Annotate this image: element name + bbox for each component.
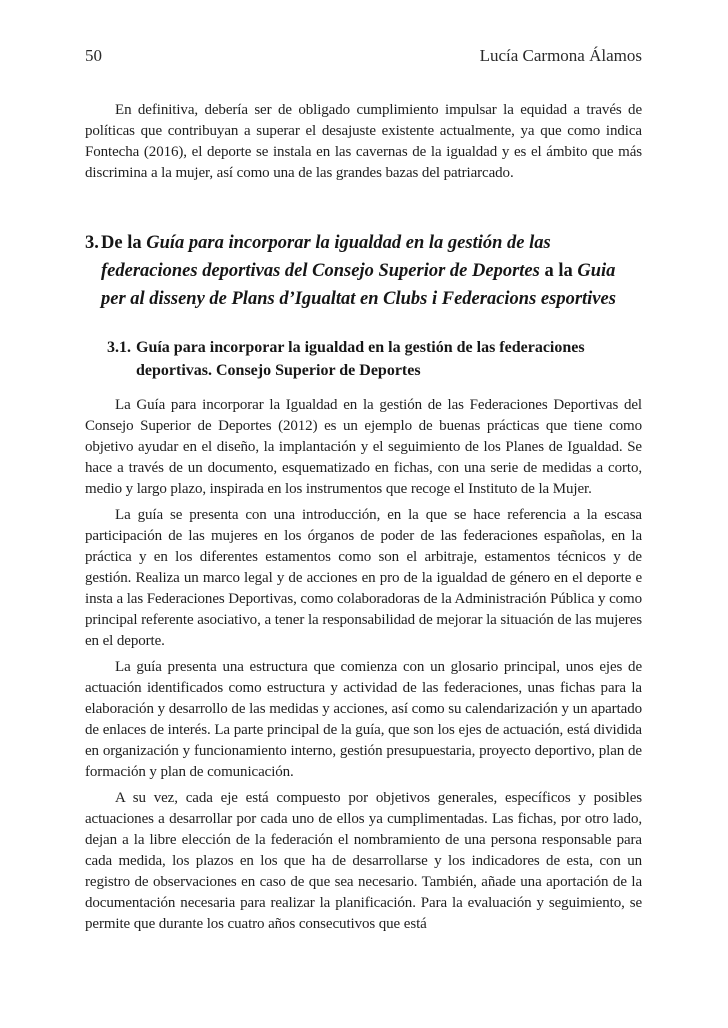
body-paragraph-2: La guía se presenta con una introducción, en la que se hace referencia a la escasa participación de las mujeres en los órganos de poder de las federaciones españolas, en la práctica y en los diferentes estamentos como son el arbitraje, estamentos técnicos y de gestión. Realiza un marco legal y de acciones en pro de la igualdad de género en el deporte e insta a las Federaciones Deportivas, como colaboradoras de la Administración Pública y como principal referente asociativo, a tener la responsabilidad de mejorar la situación de las mujeres en el deporte. <box>85 507 642 649</box>
section-number: 3. <box>85 233 99 253</box>
subsection-number: 3.1. <box>107 339 131 356</box>
section-connector: a la <box>539 261 578 281</box>
section-title-catalan: Guia per al disseny de Plans d’Igualtat en Clubs i Federacions esportives <box>101 261 616 309</box>
subsection-title: Guía para incorporar la igualdad en la gestión de las federaciones deportivas. Consejo Superior de Deportes <box>136 339 585 379</box>
body-paragraph-3: La guía presenta una estructura que comienza con un glosario principal, unos ejes de actuación identificados como estructura y actividad de las federaciones, unas fichas para la elaboración y desarrollo de las medidas y acciones, así como su calendarización y un apartado de enlaces de interés. La parte principal de la guía, que son los ejes de actuación, está dividida en organización y funcionamiento interno, gestión presupuestaria, proyecto deportivo, plan de formación y plan de comunicación. <box>85 659 642 780</box>
intro-paragraph: En definitiva, debería ser de obligado cumplimiento impulsar la equidad a través de políticas que contribuyan a superar el desajuste existente actualmente, ya que como indica Fontecha (2016), el deporte se instala en las cavernas de la igualdad y es el ámbito que más discrimina a la mujer, así como una de las grandes bazas del patriarcado. <box>85 102 642 181</box>
page-header <box>85 0 642 65</box>
section-lead: De la <box>101 233 147 253</box>
page-number: 50 <box>85 46 102 65</box>
section-heading <box>85 229 642 313</box>
section-title <box>101 229 642 313</box>
body-paragraph-4: A su vez, cada eje está compuesto por objetivos generales, específicos y posibles actuaciones a desarrollar por cada uno de ellos ya cumplimentadas. Las fichas, por otro lado, dejan a la libre elección de la federación el nombramiento de una persona responsable para cada medida, los plazos en los que ha de desarrollarse y los indicadores de esta, con un registro de observaciones en caso de que sea necesario. También, añade una aportación de la documentación necesaria para realizar la planificación. Para la evaluación y seguimiento, se permite que durante los cuatro años consecutivos que está <box>85 790 642 932</box>
subsection-heading <box>107 336 642 382</box>
running-title: Lucía Carmona Álamos <box>479 46 642 65</box>
section-title-spanish: Guía para incorporar la igualdad en la gestión de las federaciones deportivas del Consejo Superior de Deportes <box>101 233 551 281</box>
body-paragraph-1: La Guía para incorporar la Igualdad en la gestión de las Federaciones Deportivas del Consejo Superior de Deportes (2012) es un ejemplo de buenas prácticas que tiene como objetivo ayudar en el diseño, la implantación y el seguimiento de los Planes de Igualdad. Se hace a través de un documento, esquematizado en fichas, con una serie de medidas a corto, medio y largo plazo, inspirada en los instrumentos que recoge el Instituto de la Mujer. <box>85 397 642 497</box>
